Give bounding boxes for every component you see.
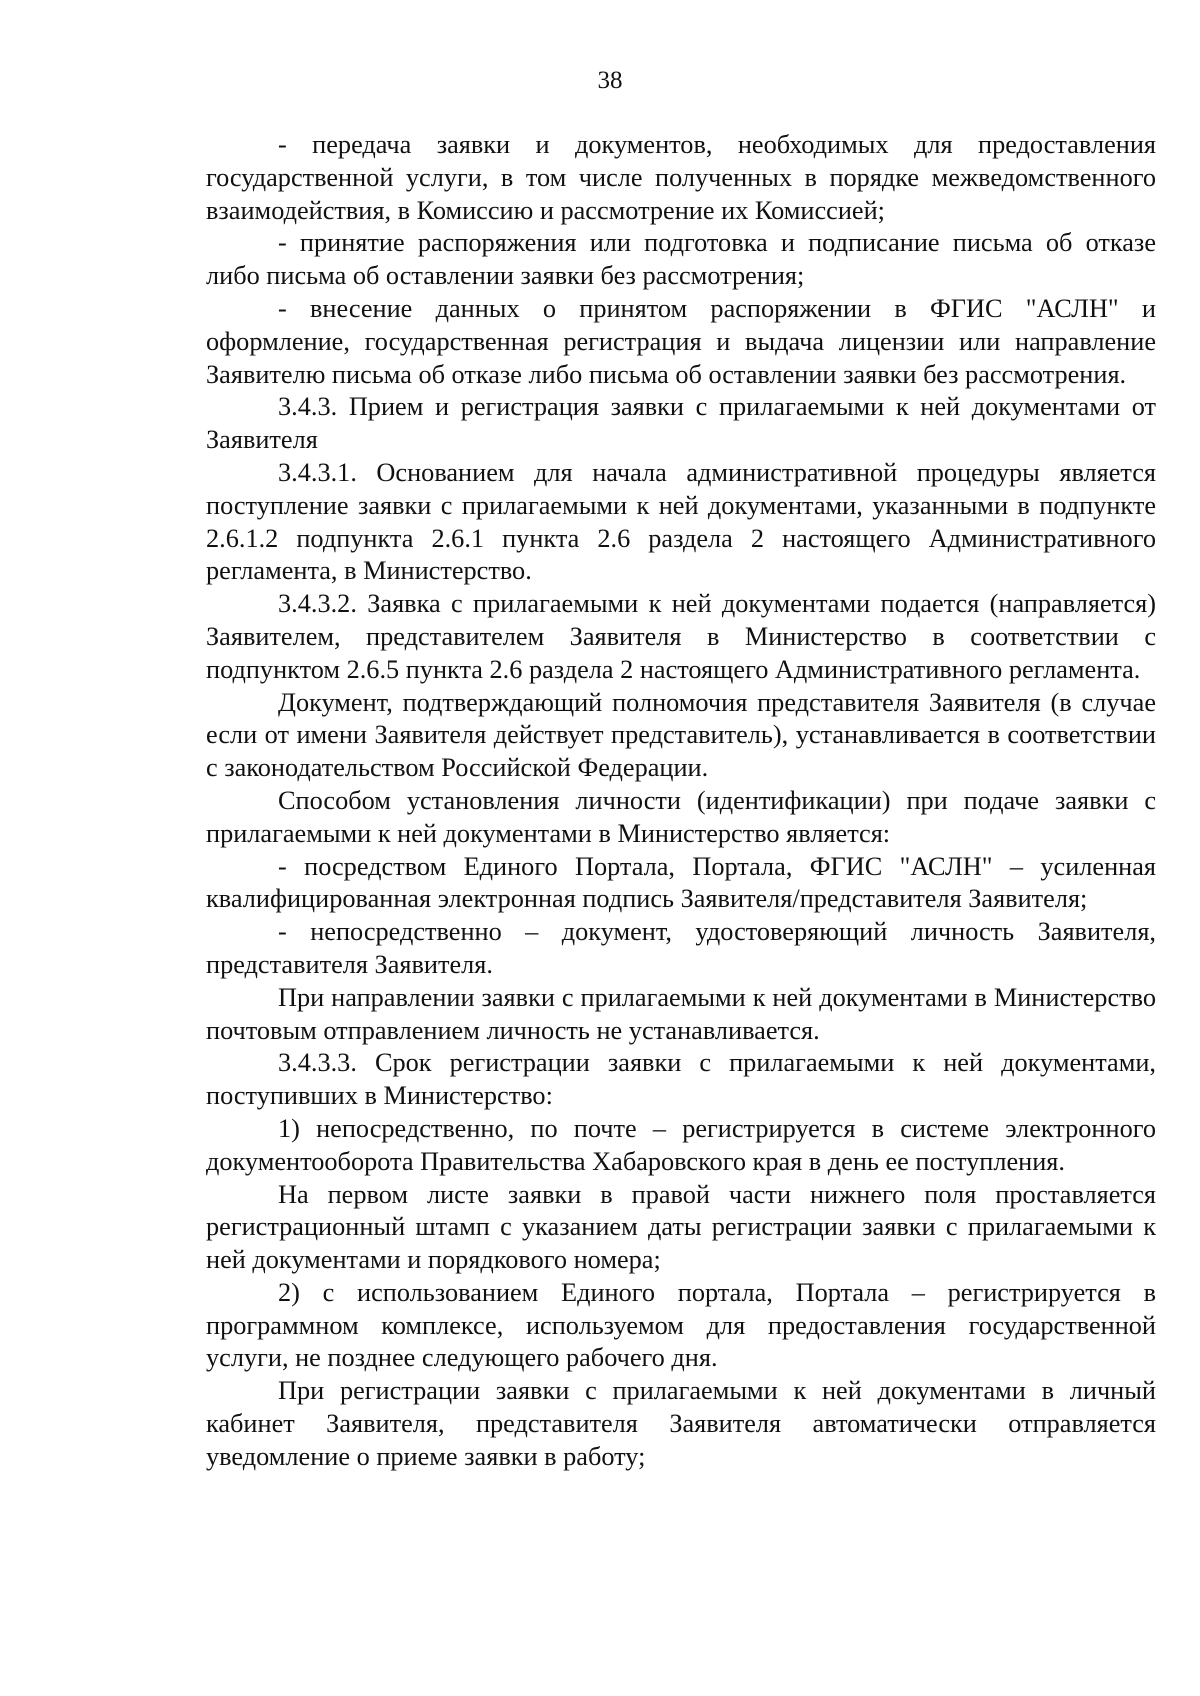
paragraph: 3.4.3.3. Срок регистрации заявки с прилагаемыми к ней документами, поступивших в Министерство: xyxy=(206,1048,1156,1111)
paragraph: - внесение данных о принятом распоряжении в ФГИС "АСЛН" и оформление, государственная регистрация и выдача лицензии или направление Заявителю письма об отказе либо письма об оставлении заявки без рассмотрения. xyxy=(206,293,1156,389)
section-heading: 3.4.3. Прием и регистрация заявки с прилагаемыми к ней документами от Заявителя xyxy=(206,392,1156,455)
paragraph: 3.4.3.1. Основанием для начала административной процедуры является поступление заявки с прилагаемыми к ней документами, указанными в подпункте 2.6.1.2 подпункта 2.6.1 пункта 2.6 раздела 2 настоящего Административного регламента, в Министерство. xyxy=(206,457,1156,586)
paragraph: - непосредственно – документ, удостоверяющий личность Заявителя, представителя Заявителя. xyxy=(206,917,1156,979)
paragraph: 1) непосредственно, по почте – регистрируется в системе электронного документооборота Правительства Хабаровского края в день ее поступления. xyxy=(206,1113,1156,1176)
paragraph: При регистрации заявки с прилагаемыми к ней документами в личный кабинет Заявителя, представителя Заявителя автоматически отправляется уведомление о приеме заявки в работу; xyxy=(206,1376,1156,1471)
paragraph: 3.4.3.2. Заявка с прилагаемыми к ней документами подается (направляется) Заявителем, представителем Заявителя в Министерство в соответствии с подпунктом 2.6.5 пункта 2.6 раздела 2 настоящего Административного регламента. xyxy=(206,589,1156,684)
paragraph: 2) с использованием Единого портала, Портала – регистрируется в программном комплексе, используемом для предоставления государственной услуги, не позднее следующего рабочего дня. xyxy=(206,1277,1156,1373)
paragraph: - принятие распоряжения или подготовка и подписание письма об отказе либо письма об оставлении заявки без рассмотрения; xyxy=(206,228,1156,291)
document-body xyxy=(206,129,1156,1474)
paragraph: Способом установления личности (идентификации) при подаче заявки с прилагаемыми к ней документами в Министерство является: xyxy=(206,785,1156,848)
paragraph: При направлении заявки с прилагаемыми к ней документами в Министерство почтовым отправлением личность не устанавливается. xyxy=(206,982,1156,1045)
page-number: 38 xyxy=(597,67,623,94)
paragraph: Документ, подтверждающий полномочия представителя Заявителя (в случае если от имени Заявителя действует представитель), устанавливается в соответствии с законодательством Российской Федерации. xyxy=(206,687,1156,783)
paragraph: На первом листе заявки в правой части нижнего поля проставляется регистрационный штамп с указанием даты регистрации заявки с прилагаемыми к ней документами и порядкового номера; xyxy=(206,1179,1156,1275)
paragraph: - посредством Единого Портала, Портала, ФГИС "АСЛН" – усиленная квалифицированная электронная подпись Заявителя/представителя Заявителя; xyxy=(206,851,1156,914)
paragraph: - передача заявки и документов, необходимых для предоставления государственной услуги, в том числе полученных в порядке межведомственного взаимодействия, в Комиссию и рассмотрение их Комиссией; xyxy=(206,130,1156,225)
